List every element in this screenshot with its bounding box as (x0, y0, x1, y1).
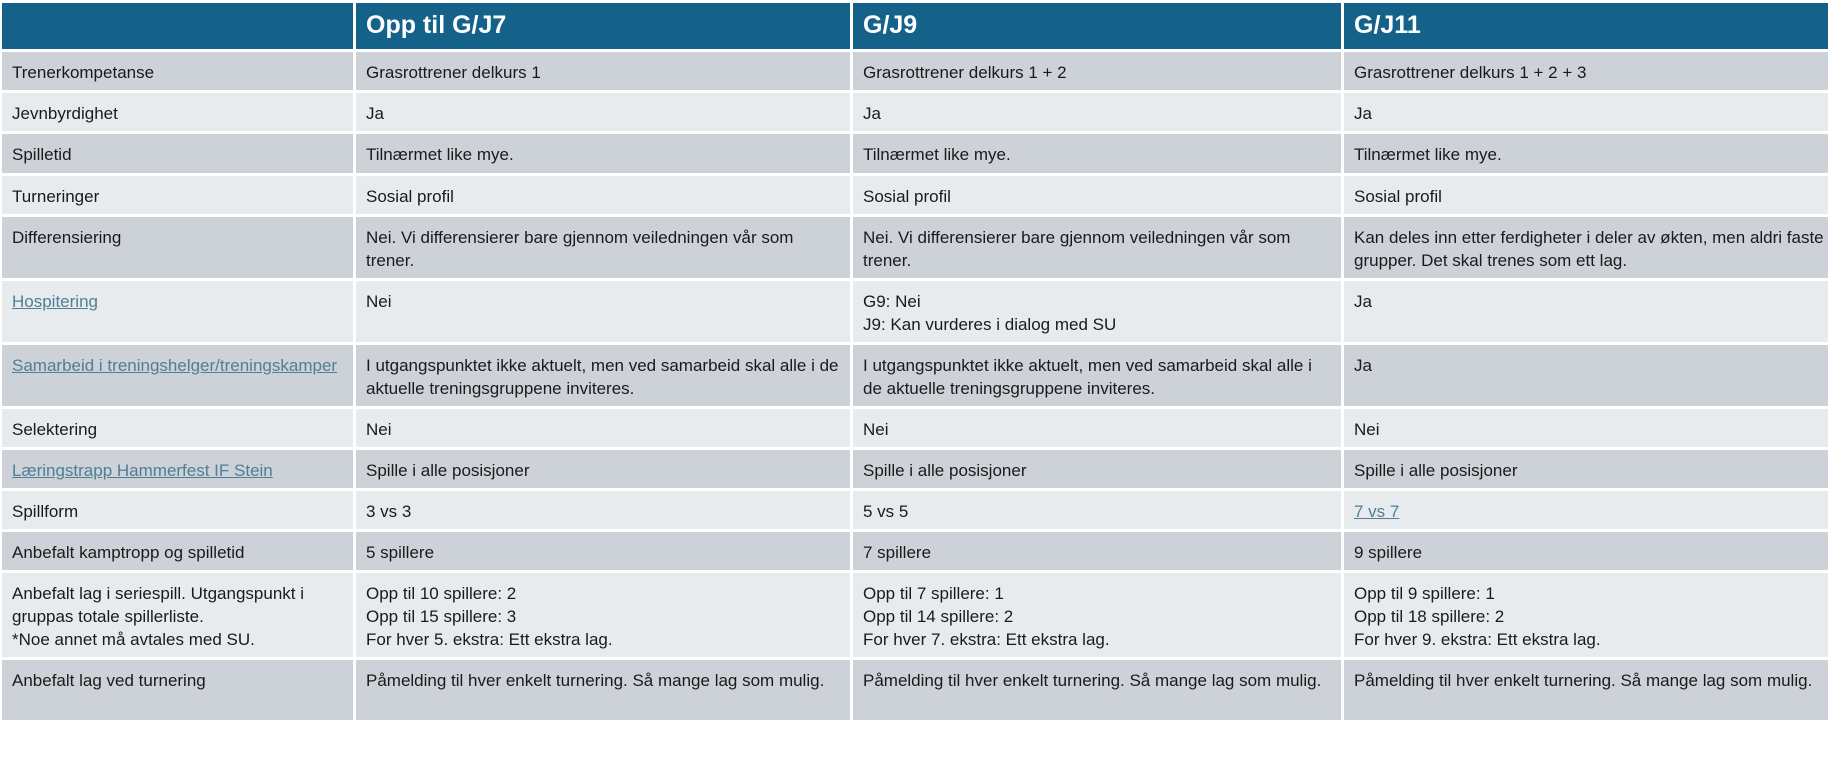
table-cell: Tilnærmet like mye. (853, 134, 1341, 173)
table-cell: Grasrottrener delkurs 1 + 2 + 3 (1344, 52, 1828, 90)
table-cell: Ja (356, 93, 850, 131)
table-cell: Påmelding til hver enkelt turnering. Så mange lag som mulig. (356, 660, 850, 720)
row-label-cell: Selektering (2, 409, 353, 447)
table-row (2, 491, 1828, 529)
table-cell: Spille i alle posisjoner (853, 450, 1341, 488)
table-cell: Grasrottrener delkurs 1 + 2 (853, 52, 1341, 90)
row-label-cell (2, 450, 353, 488)
table-row (2, 93, 1828, 131)
table-cell: 5 vs 5 (853, 491, 1341, 529)
table-row (2, 345, 1828, 406)
table-cell: Sosial profil (356, 176, 850, 214)
row-label-cell: Differensiering (2, 217, 353, 278)
row-label-link[interactable]: Læringstrapp Hammerfest IF Stein (12, 461, 273, 480)
table-row (2, 134, 1828, 173)
table-row (2, 573, 1828, 657)
table-row (2, 532, 1828, 570)
row-label-cell: Spillform (2, 491, 353, 529)
table-cell: Opp til 9 spillere: 1 Opp til 18 spillere: 2 For hver 9. ekstra: Ett ekstra lag. (1344, 573, 1828, 657)
table-cell: Nei (356, 281, 850, 342)
table-cell: Nei. Vi differensierer bare gjennom veiledningen vår som trener. (853, 217, 1341, 278)
table-cell: Nei (1344, 409, 1828, 447)
table-cell: Kan deles inn etter ferdigheter i deler av økten, men aldri faste grupper. Det skal trenes som ett lag. (1344, 217, 1828, 278)
header-row (2, 3, 1828, 49)
row-label-cell: Anbefalt lag ved turnering (2, 660, 353, 720)
table-cell: Tilnærmet like mye. (356, 134, 850, 173)
table-cell: Ja (1344, 345, 1828, 406)
row-label-cell: Anbefalt lag i seriespill. Utgangspunkt i gruppas totale spillerliste. *Noe annet må avtales med SU. (2, 573, 353, 657)
table-cell: Spille i alle posisjoner (356, 450, 850, 488)
row-label-cell: Turneringer (2, 176, 353, 214)
row-label-link[interactable]: Hospitering (12, 292, 98, 311)
table-cell: Sosial profil (853, 176, 1341, 214)
table-cell: 3 vs 3 (356, 491, 850, 529)
table-row (2, 281, 1828, 342)
table-cell: Nei. Vi differensierer bare gjennom veiledningen vår som trener. (356, 217, 850, 278)
header-cell-gj9: G/J9 (853, 3, 1341, 49)
table-cell: I utgangspunktet ikke aktuelt, men ved samarbeid skal alle i de aktuelle treningsgruppene inviteres. (356, 345, 850, 406)
row-label-link[interactable]: Samarbeid i treningshelger/treningskamper (12, 356, 338, 375)
table-cell: Sosial profil (1344, 176, 1828, 214)
table-cell: 5 spillere (356, 532, 850, 570)
table-cell: Nei (356, 409, 850, 447)
row-label-cell: Jevnbyrdighet (2, 93, 353, 131)
table-row (2, 660, 1828, 720)
table-cell: Spille i alle posisjoner (1344, 450, 1828, 488)
header-cell-gj11: G/J11 (1344, 3, 1828, 49)
table-row (2, 217, 1828, 278)
comparison-table-wrapper (2, 3, 1826, 723)
table-cell: Ja (1344, 93, 1828, 131)
cell-link[interactable]: 7 vs 7 (1354, 502, 1400, 521)
row-label-cell: Anbefalt kamptropp og spilletid (2, 532, 353, 570)
row-label-cell: Spilletid (2, 134, 353, 173)
table-cell: 9 spillere (1344, 532, 1828, 570)
table-body (2, 52, 1828, 720)
header-cell-gj7: Opp til G/J7 (356, 3, 850, 49)
table-cell: G9: Nei J9: Kan vurderes i dialog med SU (853, 281, 1341, 342)
table-row (2, 450, 1828, 488)
table-row (2, 409, 1828, 447)
table-cell: Påmelding til hver enkelt turnering. Så mange lag som mulig. (853, 660, 1341, 720)
table-row (2, 176, 1828, 214)
table-cell: Opp til 7 spillere: 1 Opp til 14 spillere: 2 For hver 7. ekstra: Ett ekstra lag. (853, 573, 1341, 657)
table-cell: I utgangspunktet ikke aktuelt, men ved samarbeid skal alle i de aktuelle treningsgruppene inviteres. (853, 345, 1341, 406)
table-cell: Ja (853, 93, 1341, 131)
table-cell: Nei (853, 409, 1341, 447)
table-cell: 7 spillere (853, 532, 1341, 570)
table-cell: Opp til 10 spillere: 2 Opp til 15 spillere: 3 For hver 5. ekstra: Ett ekstra lag. (356, 573, 850, 657)
header-cell-empty (2, 3, 353, 49)
row-label-cell (2, 281, 353, 342)
row-label-cell: Trenerkompetanse (2, 52, 353, 90)
table-cell (1344, 491, 1828, 529)
table-cell: Ja (1344, 281, 1828, 342)
table-cell: Grasrottrener delkurs 1 (356, 52, 850, 90)
table-cell: Tilnærmet like mye. (1344, 134, 1828, 173)
row-label-cell (2, 345, 353, 406)
table-row (2, 52, 1828, 90)
table-cell: Påmelding til hver enkelt turnering. Så mange lag som mulig. (1344, 660, 1828, 720)
